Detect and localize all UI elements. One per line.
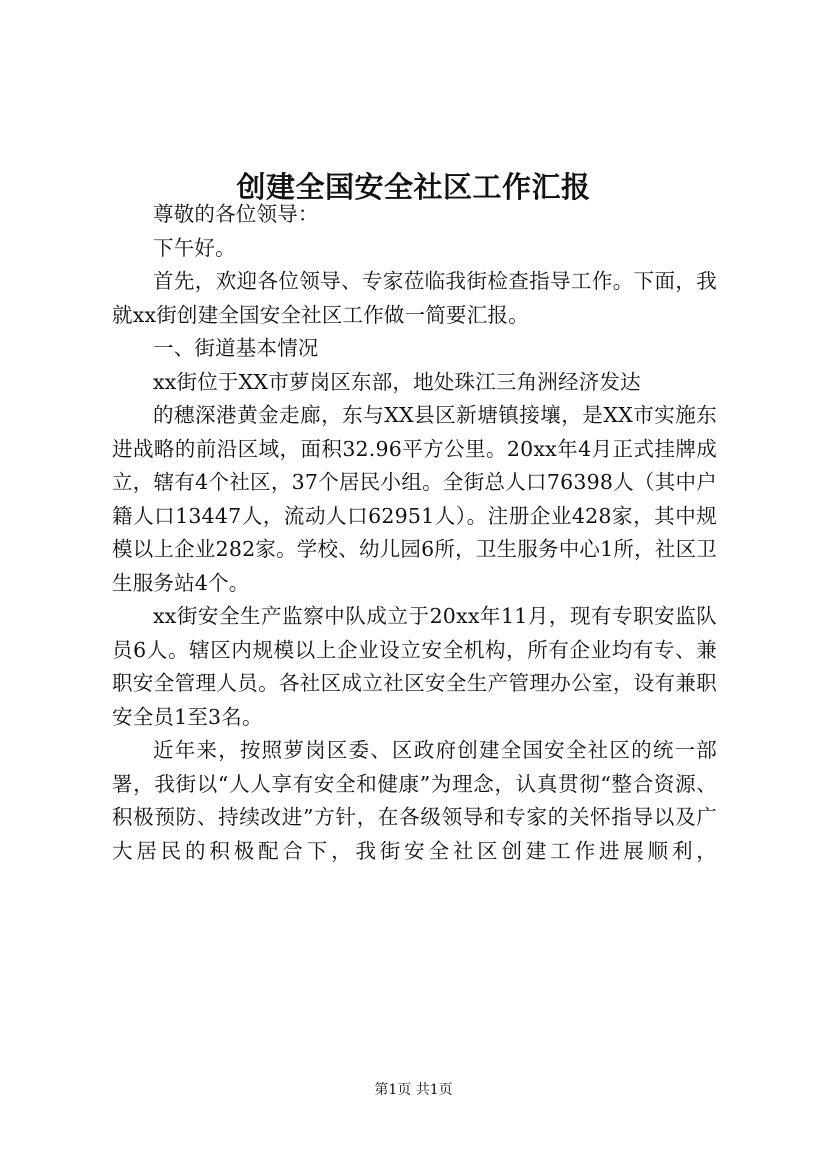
location-paragraph: xx街位于XX市萝岗区东部，地处珠江三角洲经济发达 <box>153 369 641 394</box>
salutation: 尊敬的各位领导： <box>153 202 319 226</box>
section-heading: 一、街道基本情况 <box>153 336 319 360</box>
intro-paragraph: 首先，欢迎各位领导、专家莅临我街检查指导工作。下面，我就xx街创建全国安全社区工作做一简要汇报。 <box>112 269 717 327</box>
basic-info-paragraph: 的穗深港黄金走廊，东与XX县区新塘镇接壤，是XX市实施东进战略的前沿区域，面积32.96平方公里。20xx年4月正式挂牌成立，辖有4个社区，37个居民小组。全街总人口76398人（其中户籍人口13447人，流动人口62951人）。注册企业428家，其中规模以上企业282家。学校、幼儿园6所，卫生服务中心1所，社区卫生服务站4个。 <box>112 403 717 595</box>
page-footer: 第1页 共1页 <box>374 1082 453 1098</box>
recent-years-paragraph: 近年来，按照萝岗区委、区政府创建全国安全社区的统一部署，我街以“人人享有安全和健康”为理念，认真贯彻“整合资源、积极预防、持续改进”方针，在各级领导和专家的关怀指导以及广大居民的积极配合下，我街安全社区创建工作进展顺利， <box>112 738 717 863</box>
document-title: 创建全国安全社区工作汇报 <box>236 170 591 205</box>
document-body <box>112 198 717 868</box>
safety-team-paragraph: xx街安全生产监察中队成立于20xx年11月，现有专职安监队员6人。辖区内规模以上企业设立安全机构，所有企业均有专、兼职安全管理人员。各社区成立社区安全生产管理办公室，设有兼职安全员1至3名。 <box>112 604 717 729</box>
greeting: 下午好。 <box>153 235 236 260</box>
